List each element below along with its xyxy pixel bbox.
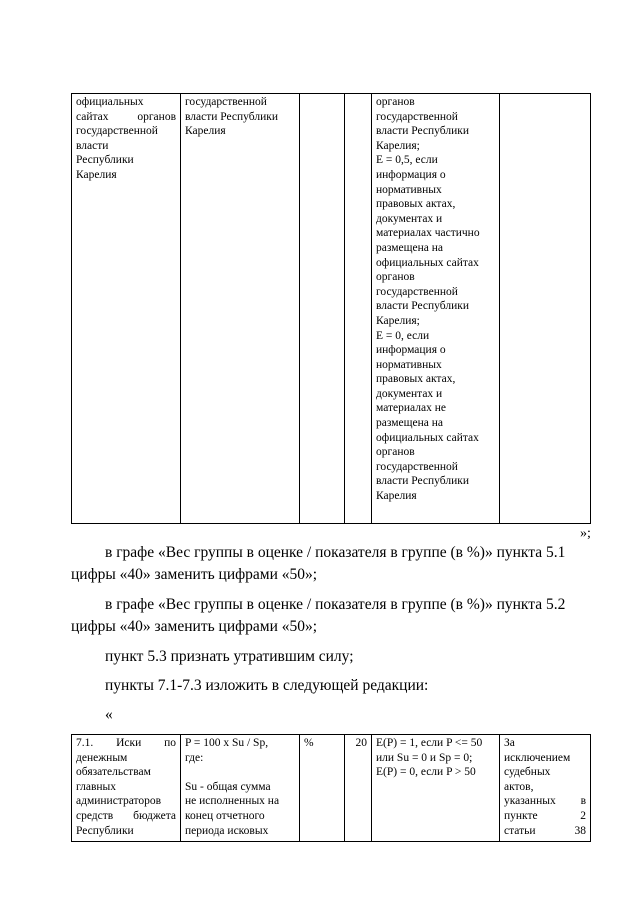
cell-text: информация о xyxy=(376,168,446,181)
paragraph-item-5-1: в графе «Вес группы в оценке / показателя в группе (в %)» пункта 5.1 цифры «40» заменить цифрами «50»; xyxy=(71,544,566,583)
cell-text: E(P) = 0, если P > 50 xyxy=(376,766,476,779)
cell-text: официальных сайтах xyxy=(376,256,479,269)
cell-text: размещена на xyxy=(376,241,443,254)
notes-cell xyxy=(500,94,591,524)
cell-text xyxy=(185,765,295,780)
cell-text: официальных xyxy=(76,96,144,108)
cell-text: документах и xyxy=(376,212,443,225)
cell-text: власти Республики xyxy=(376,300,469,313)
cell-text: средств бюджета xyxy=(76,809,176,822)
cell-text: размещена на xyxy=(376,417,443,430)
cell-text: или Su = 0 и Sp = 0; xyxy=(376,751,473,764)
table-row xyxy=(72,735,591,842)
unit-text: % xyxy=(304,737,314,749)
indicator-name-cell xyxy=(72,94,181,524)
cell-text: власти xyxy=(76,139,109,152)
cell-text: 7.1. Иски по xyxy=(76,737,176,749)
cell-text: Республики xyxy=(76,154,134,167)
formula-cell xyxy=(181,94,300,524)
formula-text: P = 100 x Su / Sp, xyxy=(185,737,269,749)
paragraph-items-7: пункты 7.1-7.3 изложить в следующей редакции: xyxy=(105,677,429,694)
unit-cell xyxy=(300,735,345,842)
cell-text: денежным xyxy=(76,751,128,764)
paragraph-item-5-2: в графе «Вес группы в оценке / показателя в группе (в %)» пункта 5.2 цифры «40» заменить цифрами «50»; xyxy=(71,596,566,635)
cell-text: информация о xyxy=(376,344,446,357)
cell-text: Карелия xyxy=(185,125,226,138)
notes-cell xyxy=(500,735,591,842)
cell-text: где: xyxy=(185,751,204,764)
cell-text: Республики xyxy=(76,824,134,837)
cell-text: актов, xyxy=(504,780,534,793)
cell-text: Su - общая сумма xyxy=(185,780,271,793)
indicator-name-cell xyxy=(72,735,181,842)
cell-text: Карелия; xyxy=(376,314,420,327)
cell-text: нормативных xyxy=(376,358,442,371)
cell-text: E(P) = 1, если P <= 50 xyxy=(376,737,483,749)
cell-text: статьи 38 xyxy=(504,824,586,837)
cell-text: главных xyxy=(76,780,117,793)
cell-text: официальных сайтах xyxy=(376,431,479,444)
cell-text: власти Республики xyxy=(376,125,469,138)
formula-cell xyxy=(181,735,300,842)
cell-text: органов xyxy=(376,446,415,459)
cell-text: периода исковых xyxy=(185,824,269,837)
paragraph-item-5-3: пункт 5.3 признать утратившим силу; xyxy=(105,648,354,665)
criteria-table-continued xyxy=(71,93,591,524)
cell-text: власти Республики xyxy=(185,110,278,123)
weight-cell xyxy=(345,735,372,842)
cell-text: судебных xyxy=(504,766,551,779)
cell-text: обязательствам xyxy=(76,766,151,779)
weight-cell xyxy=(345,94,372,524)
cell-text: власти Республики xyxy=(376,475,469,488)
evaluation-cell xyxy=(372,735,500,842)
cell-text: конец отчетного xyxy=(185,809,265,822)
cell-text: не исполненных на xyxy=(185,795,280,808)
weight-value: 20 xyxy=(355,737,367,749)
cell-text: За xyxy=(504,737,515,749)
cell-text: государственной xyxy=(376,460,458,473)
opening-quote: « xyxy=(105,706,113,723)
cell-text: государственной xyxy=(376,285,458,298)
cell-text: администраторов xyxy=(76,795,162,808)
unit-cell xyxy=(300,94,345,524)
cell-text: Карелия; xyxy=(376,139,420,152)
cell-text: сайтах органов xyxy=(76,110,176,123)
cell-text: E = 0, если xyxy=(376,329,430,342)
cell-text: E = 0,5, если xyxy=(376,154,438,167)
evaluation-cell xyxy=(372,94,500,524)
cell-text: пункте 2 xyxy=(504,809,586,822)
cell-text: нормативных xyxy=(376,183,442,196)
cell-text: государственной xyxy=(376,110,458,123)
cell-text: органов xyxy=(376,271,415,284)
cell-text: государственной xyxy=(185,96,267,108)
cell-text: Карелия xyxy=(376,490,417,503)
cell-text: правовых актах, xyxy=(376,373,456,386)
cell-text: Карелия xyxy=(76,168,117,181)
cell-text: материалах не xyxy=(376,402,446,415)
cell-text: государственной xyxy=(76,125,158,138)
cell-text: правовых актах, xyxy=(376,198,456,211)
cell-text: исключением xyxy=(504,751,571,764)
cell-text: документах и xyxy=(376,387,443,400)
cell-text: указанных в xyxy=(504,795,586,808)
table-row xyxy=(72,94,591,524)
cell-text: органов xyxy=(376,96,415,108)
criteria-table-new xyxy=(71,734,591,842)
cell-text: материалах частично xyxy=(376,227,480,240)
closing-quote: »; xyxy=(580,526,591,541)
